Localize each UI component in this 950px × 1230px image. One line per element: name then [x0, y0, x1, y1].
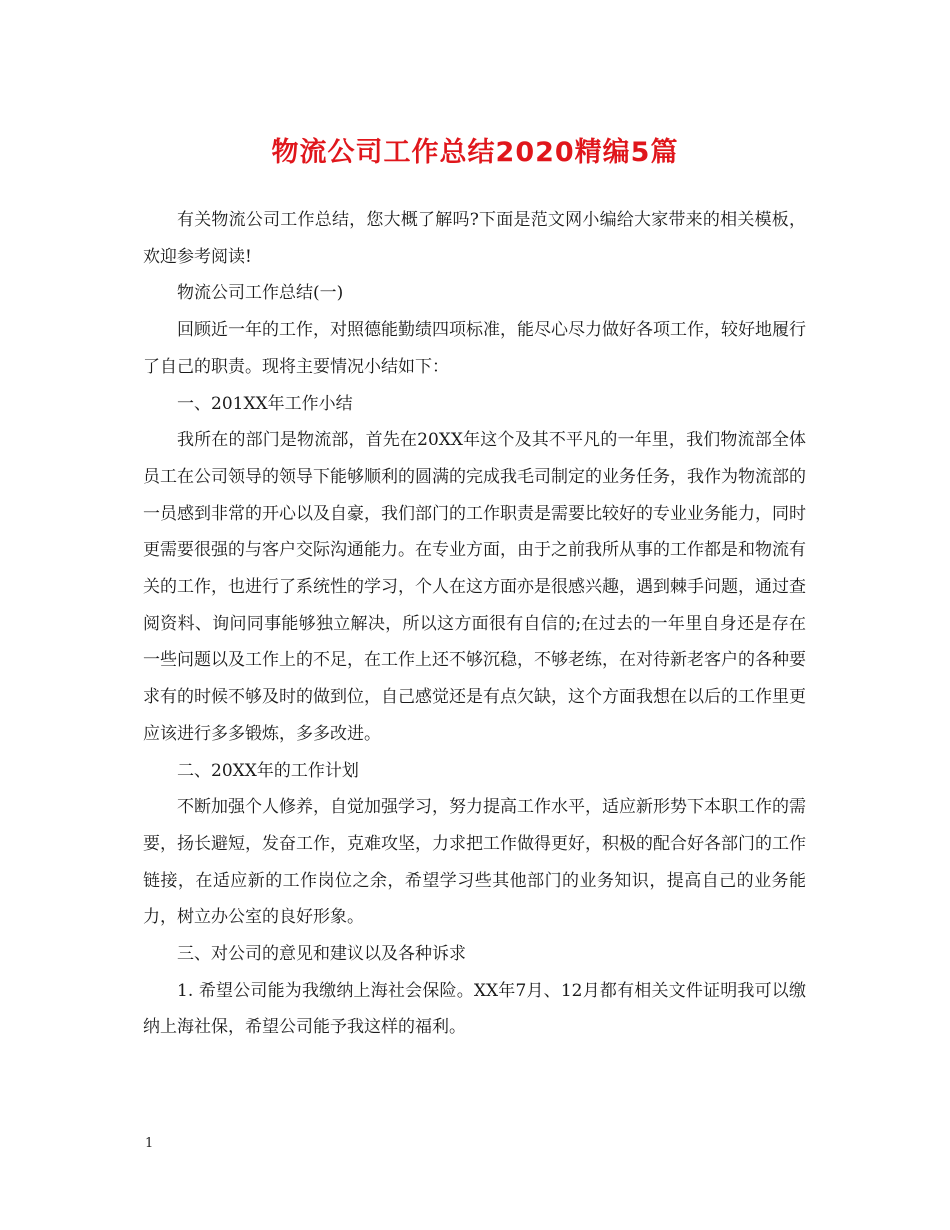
section-heading-summary-1: 物流公司工作总结(一)	[177, 283, 344, 304]
paragraph-suggestion-1: 1. 希望公司能为我缴纳上海社会保险。XX年7月、12月都有相关文件证明我可以缴纳上海社保，希望公司能予我这样的福利。	[143, 980, 806, 1038]
document-title: 物流公司工作总结2020精编5篇	[271, 137, 679, 168]
document-body	[143, 202, 806, 1046]
section-heading-suggestions: 三、对公司的意见和建议以及各种诉求	[177, 944, 466, 965]
paragraph-plan: 不断加强个人修养，自觉加强学习，努力提高工作水平，适应新形势下本职工作的需要，扬长避短，发奋工作，克难攻坚，力求把工作做得更好，积极的配合好各部门的工作链接，在适应新的工作岗位之余，希望学习些其他部门的业务知识，提高自己的业务能力，树立办公室的良好形象。	[143, 797, 806, 928]
paragraph-department: 我所在的部门是物流部，首先在20XX年这个及其不平凡的一年里，我们物流部全体员工在公司领导的领导下能够顺利的圆满的完成我毛司制定的业务任务，我作为物流部的一员感到非常的开心以及自豪，我们部门的工作职责是需要比较好的专业业务能力，同时更需要很强的与客户交际沟通能力。在专业方面，由于之前我所从事的工作都是和物流有关的工作，也进行了系统性的学习，个人在这方面亦是很感兴趣，遇到棘手问题，通过查阅资料、询问同事能够独立解决，所以这方面很有自信的;在过去的一年里自身还是存在一些问题以及工作上的不足，在工作上还不够沉稳，不够老练，在对待新老客户的各种要求有的时候不够及时的做到位，自己感觉还是有点欠缺，这个方面我想在以后的工作里更应该进行多多锻炼，多多改进。	[143, 430, 806, 744]
section-heading-work-summary: 一、201XX年工作小结	[177, 393, 353, 414]
paragraph-intro: 有关物流公司工作总结，您大概了解吗?下面是范文网小编给大家带来的相关模板，欢迎参考阅读!	[143, 210, 806, 267]
page-number: 1	[145, 1136, 154, 1151]
section-heading-work-plan: 二、20XX年的工作计划	[177, 760, 359, 781]
paragraph-review: 回顾近一年的工作，对照德能勤绩四项标准，能尽心尽力做好各项工作，较好地履行了自己的职责。现将主要情况小结如下：	[143, 320, 806, 377]
